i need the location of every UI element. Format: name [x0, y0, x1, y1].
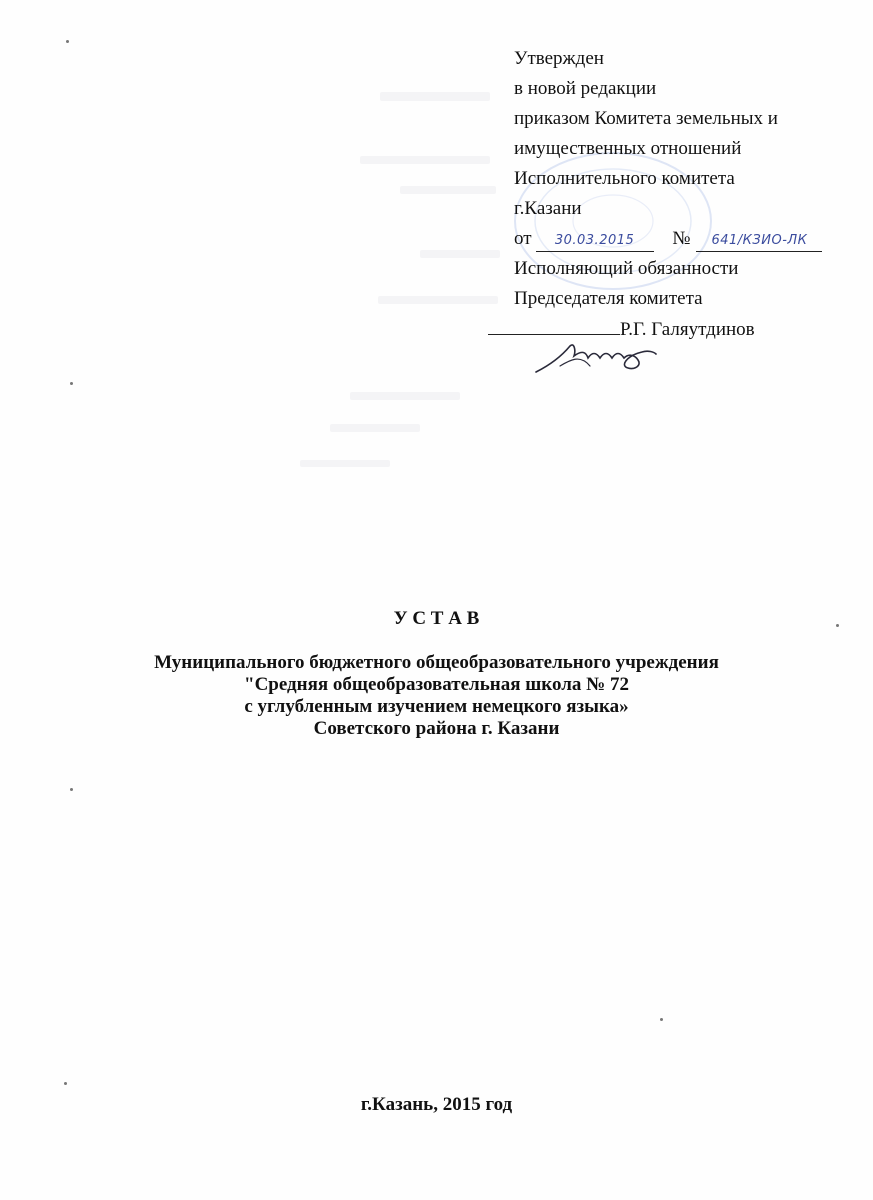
document-heading: У С Т А В [393, 608, 480, 629]
bleed-mark [360, 156, 490, 164]
organization-name [0, 652, 873, 740]
bleed-mark [420, 250, 500, 258]
approval-line: приказом Комитета земельных и [514, 108, 778, 129]
org-line: Советского района г. Казани [313, 718, 560, 739]
date-field [536, 229, 654, 252]
approval-block [514, 44, 854, 344]
number-label: № [672, 228, 691, 249]
speck [70, 382, 73, 385]
speck [64, 1082, 67, 1085]
handwritten-date: 30.03.2015 [554, 233, 635, 248]
signatory-name: Р.Г. Галяутдинов [620, 319, 755, 340]
approval-line: в новой редакции [514, 78, 657, 99]
org-line: "Средняя общеобразовательная школа № 72 [244, 674, 629, 695]
speck [66, 40, 69, 43]
bleed-mark [300, 460, 390, 467]
org-line: Муниципального бюджетного общеобразовательного учреждения [154, 652, 719, 673]
approval-line: имущественных отношений [514, 138, 742, 159]
bleed-mark [330, 424, 420, 432]
approval-line: Председателя комитета [514, 288, 703, 309]
bleed-mark [400, 186, 496, 194]
approval-line: г.Казани [514, 198, 582, 219]
approval-line: Утвержден [514, 48, 604, 69]
org-line: с углубленным изучением немецкого языка» [244, 696, 629, 717]
handwritten-signature [530, 336, 660, 380]
bleed-mark [350, 392, 460, 400]
place-year: г.Казань, 2015 год [360, 1094, 513, 1115]
bleed-mark [380, 92, 490, 101]
handwritten-number: 641/КЗИО-ЛК [711, 233, 808, 248]
speck [70, 788, 73, 791]
bleed-mark [378, 296, 498, 304]
signature-underline [488, 314, 620, 335]
approval-line: Исполнительного комитета [514, 168, 735, 189]
approval-line: Исполняющий обязанности [514, 258, 739, 279]
approval-date-number-line [514, 224, 854, 254]
from-label: от [514, 228, 532, 249]
speck [660, 1018, 663, 1021]
number-field [696, 229, 822, 252]
